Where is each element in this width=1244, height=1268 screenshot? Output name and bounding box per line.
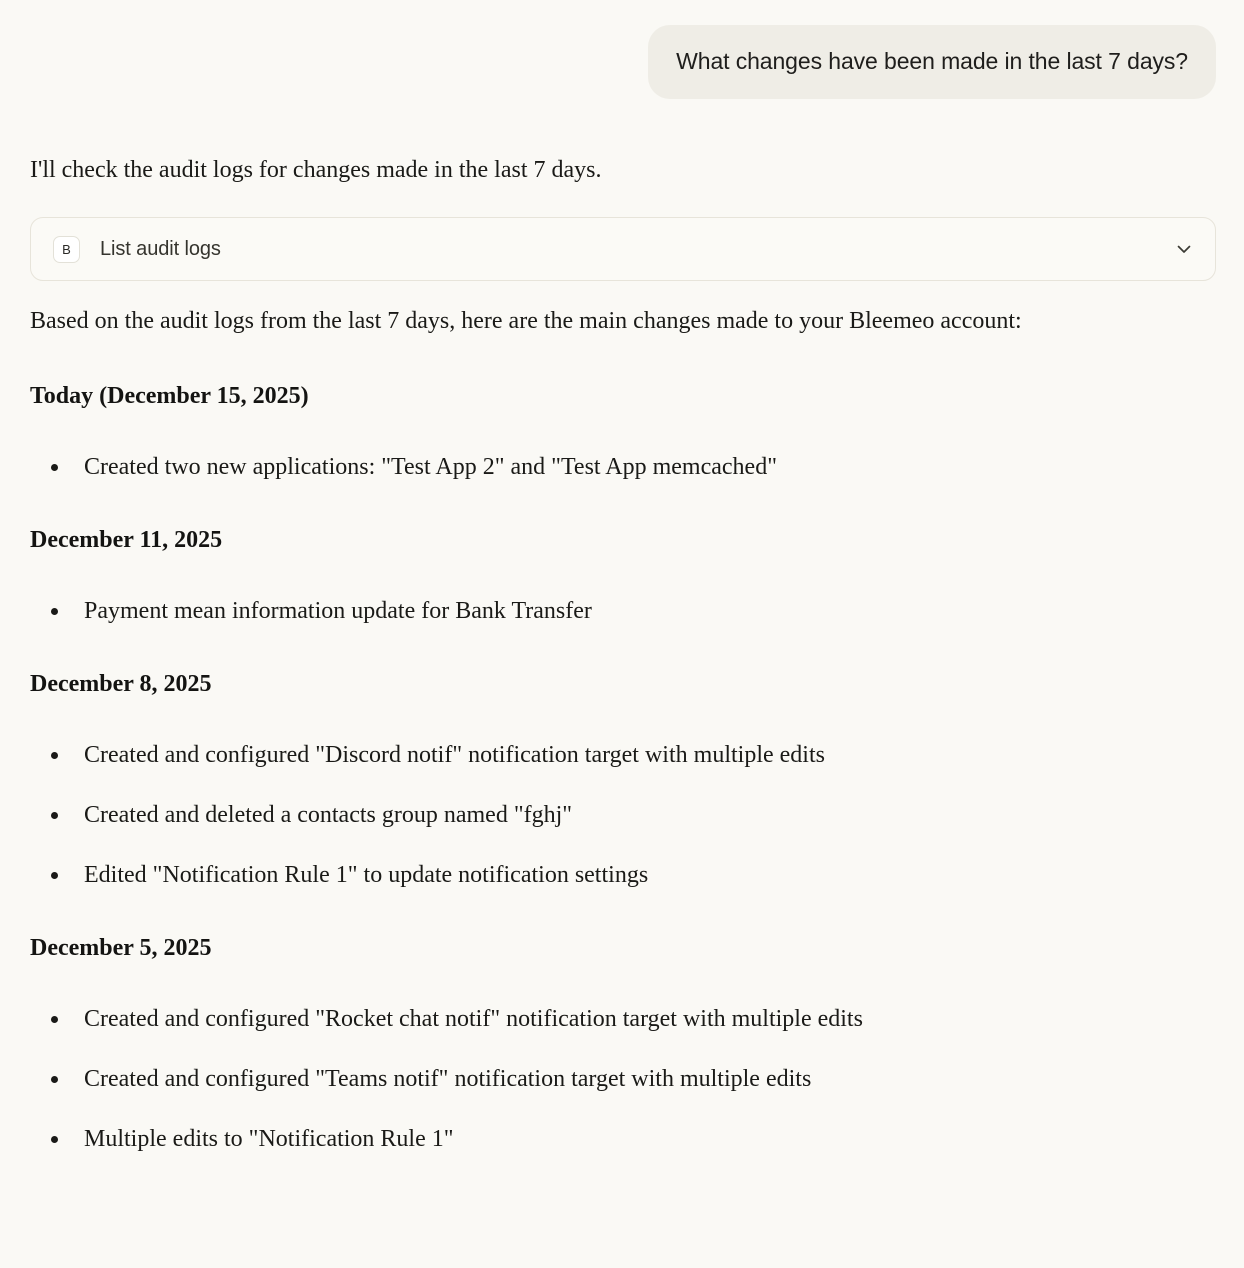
assistant-message (0, 153, 1244, 1155)
assistant-summary-text: Based on the audit logs from the last 7 days, here are the main changes made to your Bleemeo account: (30, 308, 1022, 334)
assistant-intro-text: I'll check the audit logs for changes made in the last 7 days. (30, 157, 602, 183)
section-list-december-8 (30, 739, 1216, 891)
list-item (30, 1123, 1216, 1155)
bullet-icon (51, 1016, 58, 1023)
bullet-icon (51, 1076, 58, 1083)
list-item (30, 739, 1216, 771)
section-heading-december-5: December 5, 2025 (30, 935, 212, 961)
list-item (30, 1003, 1216, 1035)
list-item-text: Payment mean information update for Bank Transfer (84, 598, 592, 624)
list-item-text: Created two new applications: "Test App 2" and "Test App memcached" (84, 454, 777, 480)
user-message-row (0, 0, 1244, 99)
section-list-today (30, 451, 1216, 483)
list-item (30, 799, 1216, 831)
section-heading-december-11: December 11, 2025 (30, 527, 223, 553)
chevron-down-icon[interactable] (1173, 238, 1195, 260)
section-heading-today: Today (December 15, 2025) (30, 383, 309, 409)
bullet-icon (51, 812, 58, 819)
bullet-icon (51, 1136, 58, 1143)
list-item (30, 451, 1216, 483)
user-message-text: What changes have been made in the last 7 days? (676, 48, 1188, 74)
list-item (30, 1063, 1216, 1095)
list-item-text: Created and configured "Rocket chat notif" notification target with multiple edits (84, 1006, 863, 1032)
section-list-december-5 (30, 1003, 1216, 1155)
bullet-icon (51, 872, 58, 879)
bullet-icon (51, 608, 58, 615)
bleemeo-badge-icon: B (53, 236, 80, 263)
tool-call-accordion[interactable] (30, 217, 1216, 281)
list-item-text: Created and configured "Discord notif" notification target with multiple edits (84, 742, 825, 768)
list-item-text: Multiple edits to "Notification Rule 1" (84, 1126, 454, 1152)
section-heading-december-8: December 8, 2025 (30, 671, 212, 697)
list-item-text: Edited "Notification Rule 1" to update notification settings (84, 862, 649, 888)
tool-call-name: List audit logs (100, 237, 221, 260)
section-list-december-11 (30, 595, 1216, 627)
user-message-bubble (648, 25, 1216, 99)
list-item-text: Created and configured "Teams notif" notification target with multiple edits (84, 1066, 812, 1092)
bullet-icon (51, 752, 58, 759)
list-item (30, 595, 1216, 627)
list-item (30, 859, 1216, 891)
list-item-text: Created and deleted a contacts group named "fghj" (84, 802, 573, 828)
bullet-icon (51, 464, 58, 471)
